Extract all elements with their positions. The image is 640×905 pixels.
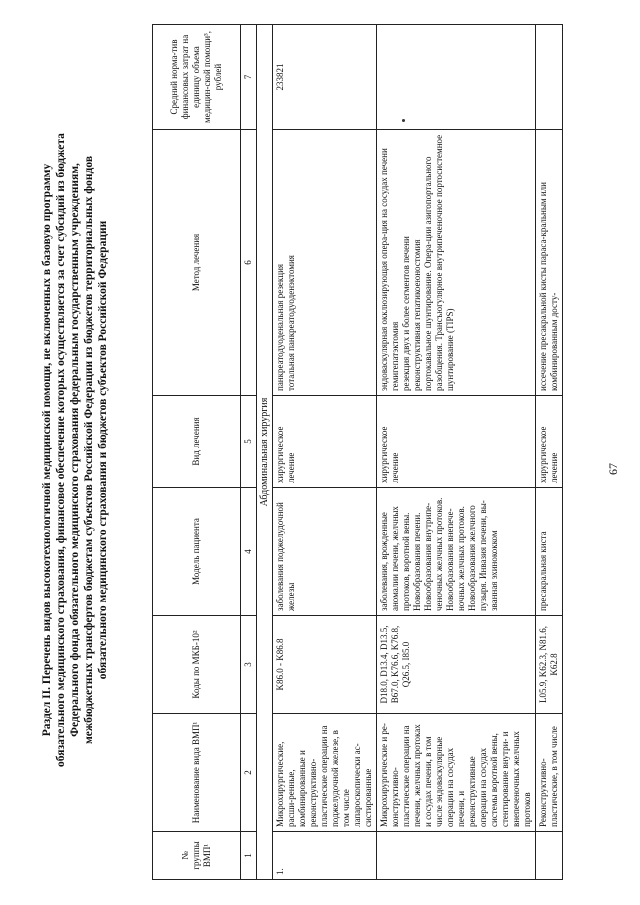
col-number: 3 xyxy=(241,616,257,714)
cell-codes: L05.9, K62.3, N81.6, K62.8 xyxy=(536,616,563,714)
cell-group xyxy=(377,832,536,880)
header-row xyxy=(153,25,241,880)
title-line: Раздел II. Перечень видов высокотехнологичной медицинской помощи, не включенных в базовую программу xyxy=(41,163,53,737)
col-number: 7 xyxy=(241,25,257,130)
scan-speck xyxy=(402,119,405,122)
section-row xyxy=(257,25,273,880)
column-number-row xyxy=(241,25,257,880)
cell-treatment: хирургическое лечение xyxy=(536,396,563,488)
col-header-cost: Средний норма-тив финансовых затрат на единицу объема медицин-ской помощи³, рублей xyxy=(153,25,241,130)
cell-method: панкреатодуоденальная резекция тотальная панкреатодуоденэктомия xyxy=(273,130,377,396)
col-header-codes: Коды по МКБ-10² xyxy=(153,616,241,714)
cell-codes: D18.0, D13.4, D13.5, B67.0, K76.6, K76.8, Q26.5, I85.0 xyxy=(377,616,536,714)
page-number: 67 xyxy=(606,463,620,475)
title-line: Федерального фонда обязательного медицинского страхования федеральным государственным учреждениям, xyxy=(69,163,81,737)
col-header-group: № группы ВМП¹ xyxy=(153,832,241,880)
table-row xyxy=(536,25,563,880)
section-title: Абдоминальная хирургия xyxy=(257,25,273,880)
cell-method: эндоваскулярная окклюзирующая опера-ция на сосудах печени гемигепатэктомия резекция двух и более сегментов печени реконструктивная гепатикоеюностомия портокавальное шунтирование. Опера-ции азигопортального разобщения. Трансъюгулярное внутрипеченочное портосистемное шунтирование (TIPS) xyxy=(377,130,536,396)
title-line: обязательного медицинского страхования, финансовое обеспечение которых осуществляется за счет субсидий из бюджета xyxy=(55,133,67,767)
col-number: 4 xyxy=(241,488,257,616)
col-header-patient: Модель пациента xyxy=(153,488,241,616)
cell-name: Реконструктивно-пластические, в том числе xyxy=(536,714,563,832)
cell-patient: заболевания, врожденные аномалии печени, желчных протоков, воротной вены. Новообразования печени. Новообразования внутрипе-ченочных желчных протоков. Новообразования внепече-ночных желчных протоков. Новообразования желчного пузыря. Инвазия печени, вы-званная эхинококком xyxy=(377,488,536,616)
cell-cost xyxy=(377,25,536,130)
col-header-name: Наименование вида ВМП¹ xyxy=(153,714,241,832)
table-row xyxy=(377,25,536,880)
cell-group: 1. xyxy=(273,832,377,880)
cell-cost xyxy=(536,25,563,130)
cell-group xyxy=(536,832,563,880)
cell-name: Микрохирургические и ре-конструктивно-пластические операции на печени, желчных протоках и сосудах печени, в том числе эндоваскулярные операции на сосудах печени, и реконструктивные операции на сосудах системы воротной вены, стентирование внутри- и внепеченочных желчных протоков xyxy=(377,714,536,832)
cell-treatment: хирургическое лечение xyxy=(377,396,536,488)
col-number: 1 xyxy=(241,832,257,880)
title-line: обязательного медицинского страхования и бюджетов субъектов Российской Федерации xyxy=(97,220,109,680)
col-number: 5 xyxy=(241,396,257,488)
title-line: межбюджетных трансфертов бюджетам субъектов Российской Федерации из бюджетов территориальных фондов xyxy=(83,155,95,745)
cell-patient: пресакральная киста xyxy=(536,488,563,616)
document-title xyxy=(40,55,110,845)
col-number: 2 xyxy=(241,714,257,832)
vmp-table xyxy=(152,24,563,880)
cell-codes: K86.0 - K86.8 xyxy=(273,616,377,714)
cell-method: иссечение пресакральной кисты параса-кральным или комбинированным досту- xyxy=(536,130,563,396)
cell-cost: 233821 xyxy=(273,25,377,130)
table-row xyxy=(273,25,377,880)
col-header-treatment: Вид лечения xyxy=(153,396,241,488)
col-number: 6 xyxy=(241,130,257,396)
col-header-method: Метод лечения xyxy=(153,130,241,396)
cell-name: Микрохирургические, расши-ренные, комбинированные и реконструктивно-пластические операции на поджелудочной железе, в том числе лапароскопически ас-систированные xyxy=(273,714,377,832)
cell-patient: заболевания поджелудочной железы xyxy=(273,488,377,616)
cell-treatment: хирургическое лечение xyxy=(273,396,377,488)
